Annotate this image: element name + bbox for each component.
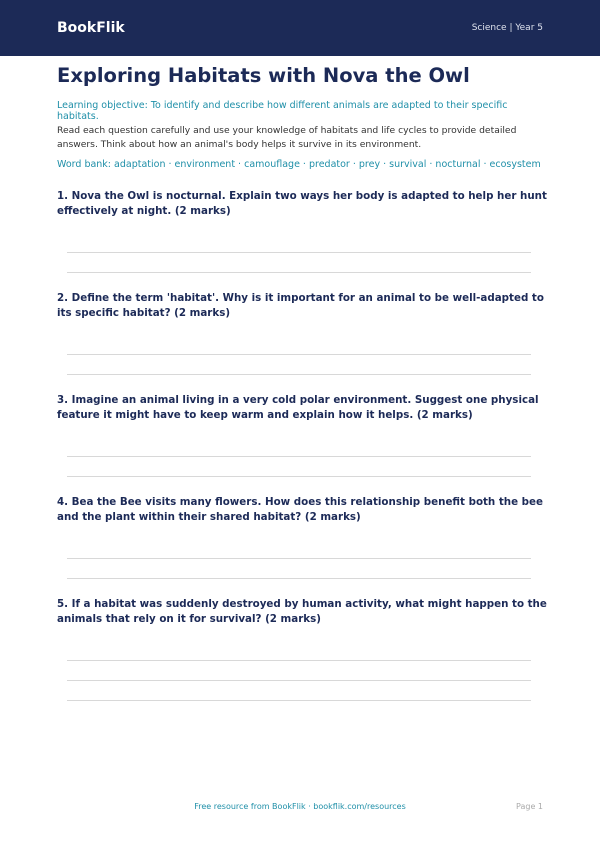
answer-line[interactable] xyxy=(67,578,531,579)
question-4: 4. Bea the Bee visits many flowers. How does this relationship benefit both the bee and the plant within their shared habitat? (2 marks) xyxy=(57,496,544,523)
answer-line[interactable] xyxy=(67,252,531,253)
answer-line[interactable] xyxy=(67,558,531,559)
answer-line[interactable] xyxy=(67,272,531,273)
question-5: 5. If a habitat was suddenly destroyed by human activity, what might happen to the animals that rely on it for survival? (2 marks) xyxy=(57,598,547,625)
page-number: Page 1 xyxy=(516,802,543,811)
footer-resource-link[interactable]: Free resource from BookFlik · bookflik.com/resources xyxy=(194,802,406,811)
answer-line[interactable] xyxy=(67,700,531,701)
answer-line[interactable] xyxy=(67,354,531,355)
question-2: 2. Define the term 'habitat'. Why is it important for an animal to be well-adapted to its specific habitat? (2 marks) xyxy=(57,292,544,319)
answer-line[interactable] xyxy=(67,476,531,477)
learning-objective: Learning objective: To identify and describe how different animals are adapted to their specific habitats. xyxy=(57,100,508,122)
worksheet-title: Exploring Habitats with Nova the Owl xyxy=(57,64,470,87)
answer-line[interactable] xyxy=(67,374,531,375)
brand-logo: BookFlik xyxy=(57,20,125,36)
subject-year: Science | Year 5 xyxy=(471,23,543,33)
answer-line[interactable] xyxy=(67,680,531,681)
question-3: 3. Imagine an animal living in a very cold polar environment. Suggest one physical feature it might have to keep warm and explain how it helps. (2 marks) xyxy=(57,394,539,421)
answer-line[interactable] xyxy=(67,660,531,661)
page-header xyxy=(0,0,600,56)
question-1: 1. Nova the Owl is nocturnal. Explain two ways her body is adapted to help her hunt effectively at night. (2 marks) xyxy=(57,190,547,217)
instructions: Read each question carefully and use your knowledge of habitats and life cycles to provide detailed answers. Think about how an animal's body helps it survive in its environment. xyxy=(57,125,517,150)
answer-line[interactable] xyxy=(67,456,531,457)
word-bank: Word bank: adaptation · environment · camouflage · predator · prey · survival · nocturnal · ecosystem xyxy=(57,159,541,170)
